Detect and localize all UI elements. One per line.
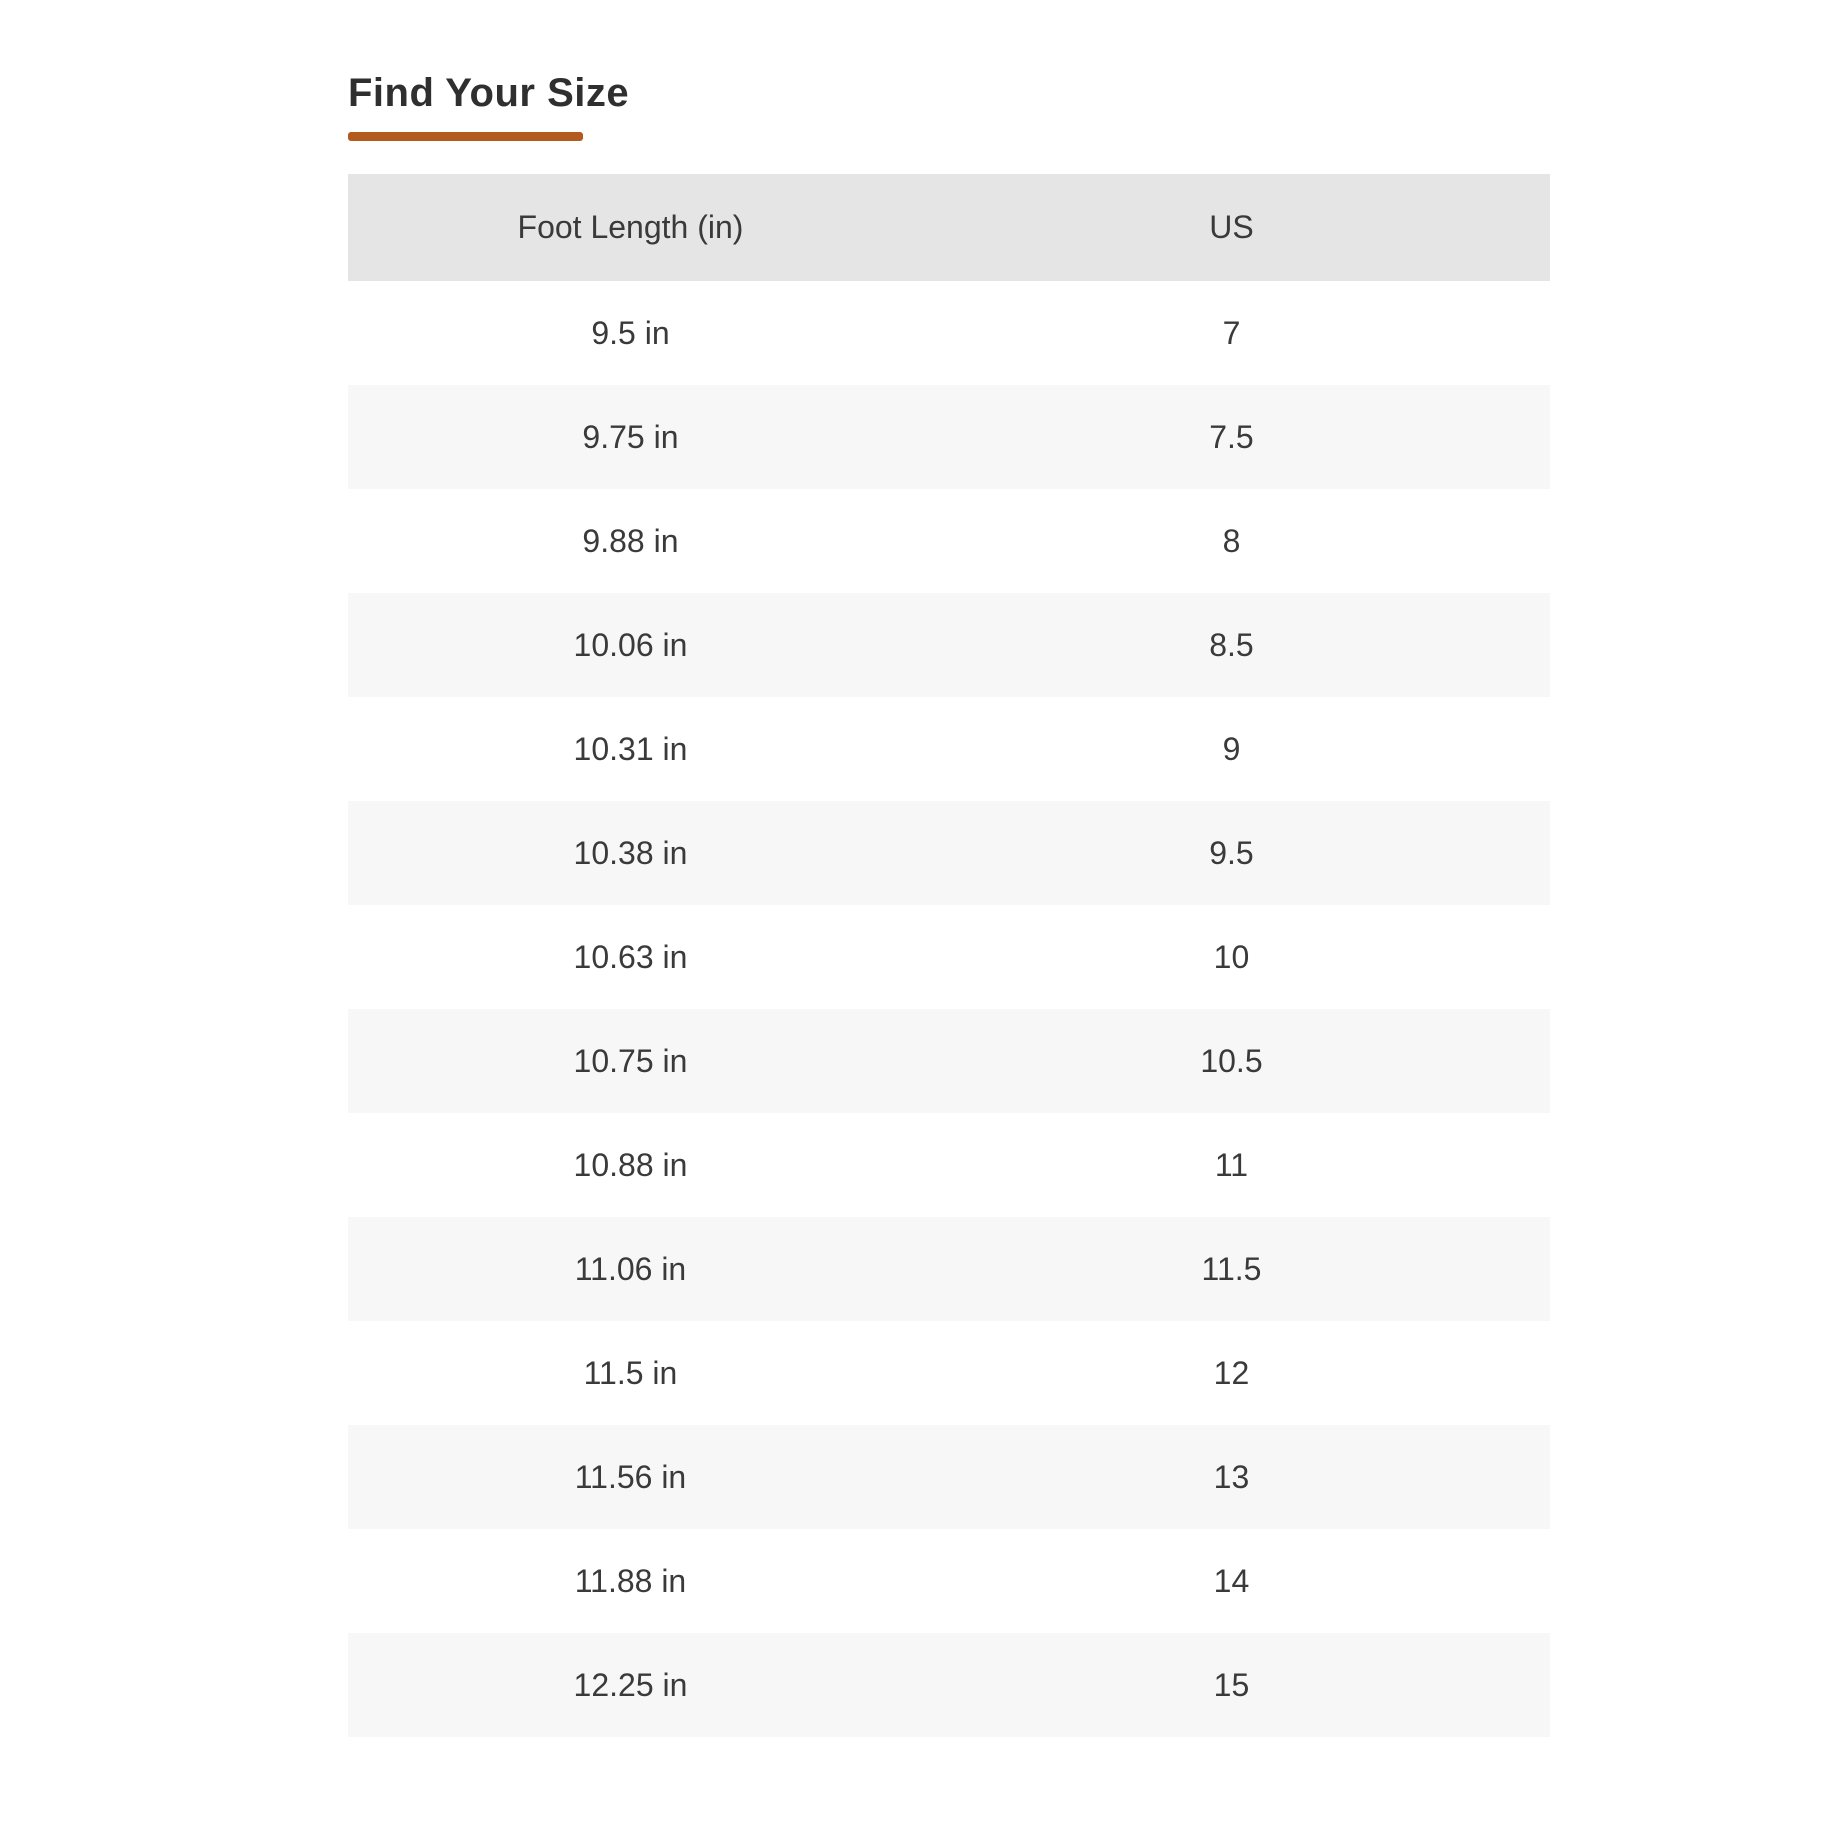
table-row xyxy=(348,489,1550,593)
us-size-cell: 10 xyxy=(913,905,1550,1009)
us-size-cell: 7.5 xyxy=(913,385,1550,489)
table-row xyxy=(348,1529,1550,1633)
table-row xyxy=(348,1633,1550,1737)
us-size-cell: 14 xyxy=(913,1529,1550,1633)
page-title: Find Your Size xyxy=(348,71,630,115)
us-size-cell: 11 xyxy=(913,1113,1550,1217)
foot-length-cell: 10.31 in xyxy=(348,697,913,801)
table-row xyxy=(348,801,1550,905)
foot-length-cell: 11.06 in xyxy=(348,1217,913,1321)
table-row xyxy=(348,1321,1550,1425)
us-size-cell: 9 xyxy=(913,697,1550,801)
foot-length-cell: 10.88 in xyxy=(348,1113,913,1217)
us-size-cell: 9.5 xyxy=(913,801,1550,905)
table-row xyxy=(348,1425,1550,1529)
foot-length-cell: 10.63 in xyxy=(348,905,913,1009)
foot-length-cell: 11.88 in xyxy=(348,1529,913,1633)
table-row xyxy=(348,1009,1550,1113)
title-accent-underline xyxy=(348,132,583,141)
table-row xyxy=(348,385,1550,489)
foot-length-cell: 10.38 in xyxy=(348,801,913,905)
foot-length-cell: 11.5 in xyxy=(348,1321,913,1425)
table-row xyxy=(348,593,1550,697)
column-header-foot-length: Foot Length (in) xyxy=(348,174,913,281)
size-guide-section xyxy=(348,70,1550,1737)
table-row xyxy=(348,1217,1550,1321)
table-header-row xyxy=(348,174,1550,281)
us-size-cell: 11.5 xyxy=(913,1217,1550,1321)
foot-length-cell: 10.06 in xyxy=(348,593,913,697)
foot-length-cell: 12.25 in xyxy=(348,1633,913,1737)
us-size-cell: 12 xyxy=(913,1321,1550,1425)
table-row xyxy=(348,281,1550,385)
us-size-cell: 8 xyxy=(913,489,1550,593)
table-row xyxy=(348,697,1550,801)
foot-length-cell: 10.75 in xyxy=(348,1009,913,1113)
us-size-cell: 10.5 xyxy=(913,1009,1550,1113)
column-header-us: US xyxy=(913,174,1550,281)
us-size-cell: 13 xyxy=(913,1425,1550,1529)
us-size-cell: 8.5 xyxy=(913,593,1550,697)
us-size-cell: 15 xyxy=(913,1633,1550,1737)
table-row xyxy=(348,1113,1550,1217)
foot-length-cell: 9.75 in xyxy=(348,385,913,489)
table-row xyxy=(348,905,1550,1009)
foot-length-cell: 9.88 in xyxy=(348,489,913,593)
foot-length-cell: 9.5 in xyxy=(348,281,913,385)
size-chart-table xyxy=(348,174,1550,1737)
foot-length-cell: 11.56 in xyxy=(348,1425,913,1529)
us-size-cell: 7 xyxy=(913,281,1550,385)
